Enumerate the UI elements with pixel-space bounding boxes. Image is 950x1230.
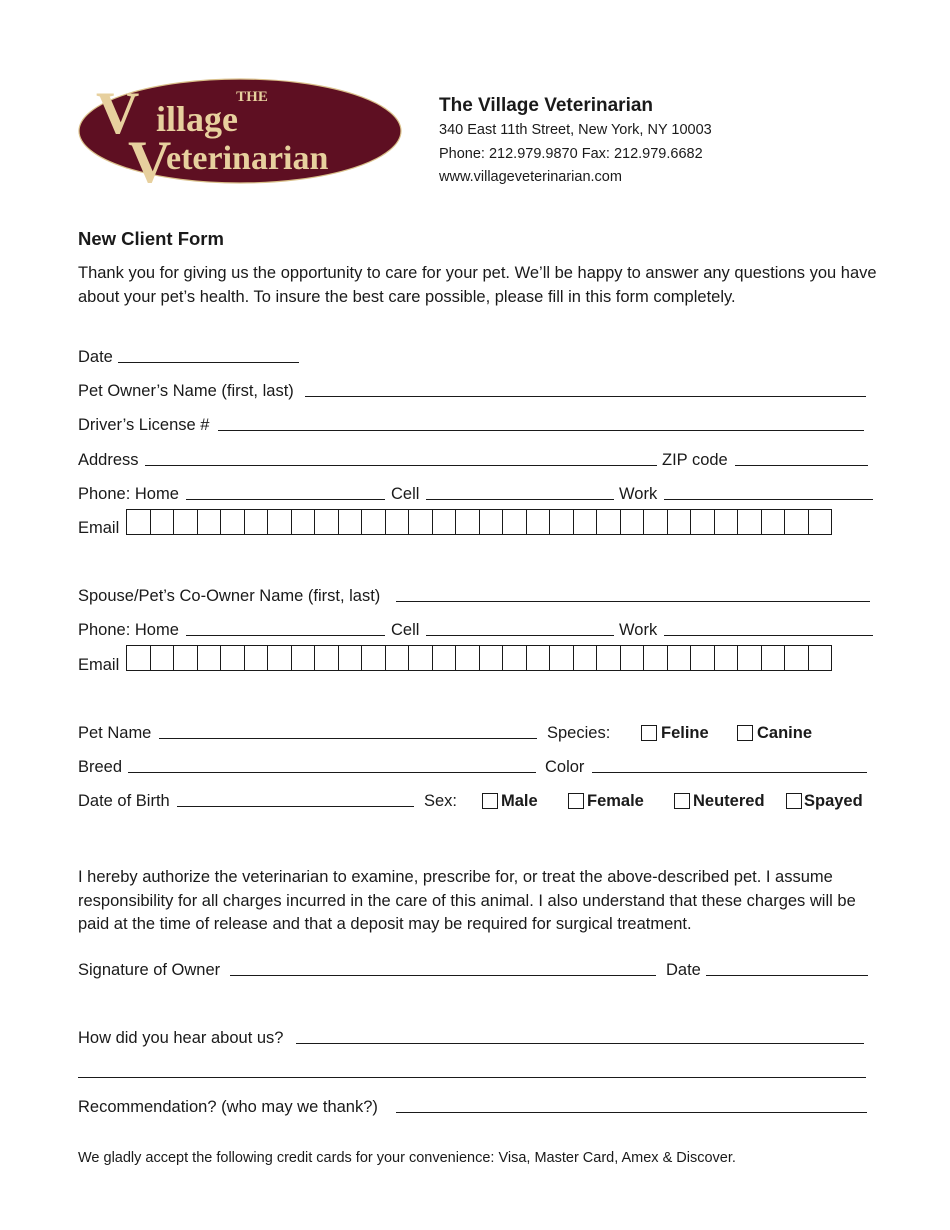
neutered-label: Neutered — [693, 792, 765, 810]
intro-text: Thank you for giving us the opportunity to care for your pet. We’ll be happy to answer any questions you have about your pet’s health. To insure the best care possible, please fill in this form completely. — [78, 264, 877, 306]
svg-text:illage: illage — [156, 99, 238, 139]
address-field[interactable] — [145, 465, 657, 466]
email-char-box[interactable] — [385, 645, 410, 671]
email-char-box[interactable] — [596, 509, 621, 535]
owner-phone-home-label: Phone: Home — [78, 485, 179, 503]
hear-about-field-line2[interactable] — [78, 1077, 866, 1078]
license-label: Driver’s License # — [78, 416, 210, 434]
email-char-box[interactable] — [291, 509, 316, 535]
email-char-box[interactable] — [714, 645, 739, 671]
email-char-box[interactable] — [220, 509, 245, 535]
clinic-phone-fax: Phone: 212.979.9870 Fax: 212.979.6682 — [439, 146, 703, 162]
email-char-box[interactable] — [573, 509, 598, 535]
email-char-box[interactable] — [408, 645, 433, 671]
hear-about-label: How did you hear about us? — [78, 1029, 284, 1047]
owner-email-boxes[interactable] — [126, 509, 831, 535]
email-char-box[interactable] — [291, 645, 316, 671]
recommendation-label: Recommendation? (who may we thank?) — [78, 1098, 378, 1116]
feline-checkbox[interactable] — [641, 725, 657, 741]
coowner-cell-field[interactable] — [426, 635, 614, 636]
email-char-box[interactable] — [197, 645, 222, 671]
email-char-box[interactable] — [761, 509, 786, 535]
email-char-box[interactable] — [267, 645, 292, 671]
owner-name-field[interactable] — [305, 396, 866, 397]
email-char-box[interactable] — [596, 645, 621, 671]
email-char-box[interactable] — [126, 645, 151, 671]
email-char-box[interactable] — [220, 645, 245, 671]
svg-text:V: V — [128, 129, 172, 184]
male-checkbox[interactable] — [482, 793, 498, 809]
email-char-box[interactable] — [126, 509, 151, 535]
male-label: Male — [501, 792, 538, 810]
email-char-box[interactable] — [573, 645, 598, 671]
owner-phone-home-field[interactable] — [186, 499, 385, 500]
email-char-box[interactable] — [784, 645, 809, 671]
coowner-work-field[interactable] — [664, 635, 873, 636]
email-char-box[interactable] — [173, 645, 198, 671]
email-char-box[interactable] — [549, 645, 574, 671]
female-checkbox[interactable] — [568, 793, 584, 809]
email-char-box[interactable] — [643, 645, 668, 671]
svg-text:THE: THE — [236, 89, 268, 105]
owner-work-field[interactable] — [664, 499, 873, 500]
village-veterinarian-logo — [78, 78, 402, 184]
email-char-box[interactable] — [690, 645, 715, 671]
sex-label: Sex: — [424, 792, 458, 810]
coowner-phone-home-field[interactable] — [186, 635, 385, 636]
email-char-box[interactable] — [408, 509, 433, 535]
email-char-box[interactable] — [620, 509, 645, 535]
owner-work-label: Work — [619, 485, 658, 503]
email-char-box[interactable] — [314, 645, 339, 671]
authorization-text: I hereby authorize the veterinarian to examine, prescribe for, or treat the above-described pet. I assume responsibility for all charges incurred in the care of this animal. I also understand that these charges will be paid at the time of release and that a deposit may be required for surgical treatment. — [78, 868, 856, 933]
female-label: Female — [587, 792, 644, 810]
email-char-box[interactable] — [150, 645, 175, 671]
email-char-box[interactable] — [150, 509, 175, 535]
email-char-box[interactable] — [643, 509, 668, 535]
credit-cards-note: We gladly accept the following credit cards for your convenience: Visa, Master Card, Amex & Discover. — [78, 1150, 736, 1166]
email-char-box[interactable] — [502, 509, 527, 535]
feline-label: Feline — [661, 724, 709, 742]
date-field[interactable] — [118, 362, 299, 363]
clinic-website[interactable]: www.villageveterinarian.com — [439, 169, 622, 185]
email-char-box[interactable] — [620, 645, 645, 671]
email-char-box[interactable] — [479, 645, 504, 671]
coowner-email-label: Email — [78, 656, 120, 674]
coowner-name-field[interactable] — [396, 601, 870, 602]
zip-label: ZIP code — [662, 451, 728, 469]
email-char-box[interactable] — [737, 645, 762, 671]
email-char-box[interactable] — [714, 509, 739, 535]
email-char-box[interactable] — [502, 645, 527, 671]
email-char-box[interactable] — [737, 509, 762, 535]
signature-label: Signature of Owner — [78, 961, 221, 979]
breed-label: Breed — [78, 758, 123, 776]
email-char-box[interactable] — [808, 645, 833, 671]
email-char-box[interactable] — [455, 645, 480, 671]
owner-cell-field[interactable] — [426, 499, 614, 500]
email-char-box[interactable] — [784, 509, 809, 535]
zip-field[interactable] — [735, 465, 868, 466]
owner-email-label: Email — [78, 519, 120, 537]
email-char-box[interactable] — [432, 509, 457, 535]
spayed-label: Spayed — [804, 792, 863, 810]
spayed-checkbox[interactable] — [786, 793, 802, 809]
dob-label: Date of Birth — [78, 792, 170, 810]
email-char-box[interactable] — [338, 645, 363, 671]
pet-name-label: Pet Name — [78, 724, 152, 742]
canine-label: Canine — [757, 724, 813, 742]
canine-checkbox[interactable] — [737, 725, 753, 741]
coowner-phone-home-label: Phone: Home — [78, 621, 179, 639]
signature-date-field[interactable] — [706, 975, 868, 976]
recommendation-field[interactable] — [396, 1112, 867, 1113]
email-char-box[interactable] — [526, 645, 551, 671]
email-char-box[interactable] — [549, 509, 574, 535]
hear-about-field[interactable] — [296, 1043, 864, 1044]
coowner-work-label: Work — [619, 621, 658, 639]
email-char-box[interactable] — [455, 509, 480, 535]
form-title: New Client Form — [78, 228, 224, 249]
email-char-box[interactable] — [479, 509, 504, 535]
coowner-name-label: Spouse/Pet’s Co-Owner Name (first, last) — [78, 587, 381, 605]
email-char-box[interactable] — [432, 645, 457, 671]
dob-field[interactable] — [177, 806, 414, 807]
email-char-box[interactable] — [361, 645, 386, 671]
email-char-box[interactable] — [244, 645, 269, 671]
email-char-box[interactable] — [761, 645, 786, 671]
clinic-name: The Village Veterinarian — [439, 95, 654, 116]
license-field[interactable] — [218, 430, 864, 431]
email-char-box[interactable] — [690, 509, 715, 535]
svg-text:V: V — [96, 80, 140, 146]
email-char-box[interactable] — [197, 509, 222, 535]
clinic-address: 340 East 11th Street, New York, NY 10003 — [439, 122, 712, 138]
pet-name-field[interactable] — [159, 738, 537, 739]
coowner-email-boxes[interactable] — [126, 645, 831, 671]
email-char-box[interactable] — [267, 509, 292, 535]
email-char-box[interactable] — [338, 509, 363, 535]
owner-cell-label: Cell — [391, 485, 420, 503]
species-label: Species: — [547, 724, 611, 742]
email-char-box[interactable] — [244, 509, 269, 535]
email-char-box[interactable] — [808, 509, 833, 535]
address-label: Address — [78, 451, 139, 469]
email-char-box[interactable] — [526, 509, 551, 535]
email-char-box[interactable] — [667, 509, 692, 535]
signature-field[interactable] — [230, 975, 656, 976]
date-label: Date — [78, 348, 113, 366]
owner-name-label: Pet Owner’s Name (first, last) — [78, 382, 294, 400]
signature-date-label: Date — [666, 961, 701, 979]
email-char-box[interactable] — [173, 509, 198, 535]
svg-text:eterinarian: eterinarian — [166, 140, 329, 177]
email-char-box[interactable] — [314, 509, 339, 535]
coowner-cell-label: Cell — [391, 621, 420, 639]
email-char-box[interactable] — [361, 509, 386, 535]
color-field[interactable] — [592, 772, 867, 773]
email-char-box[interactable] — [667, 645, 692, 671]
neutered-checkbox[interactable] — [674, 793, 690, 809]
color-label: Color — [545, 758, 585, 776]
breed-field[interactable] — [128, 772, 536, 773]
email-char-box[interactable] — [385, 509, 410, 535]
